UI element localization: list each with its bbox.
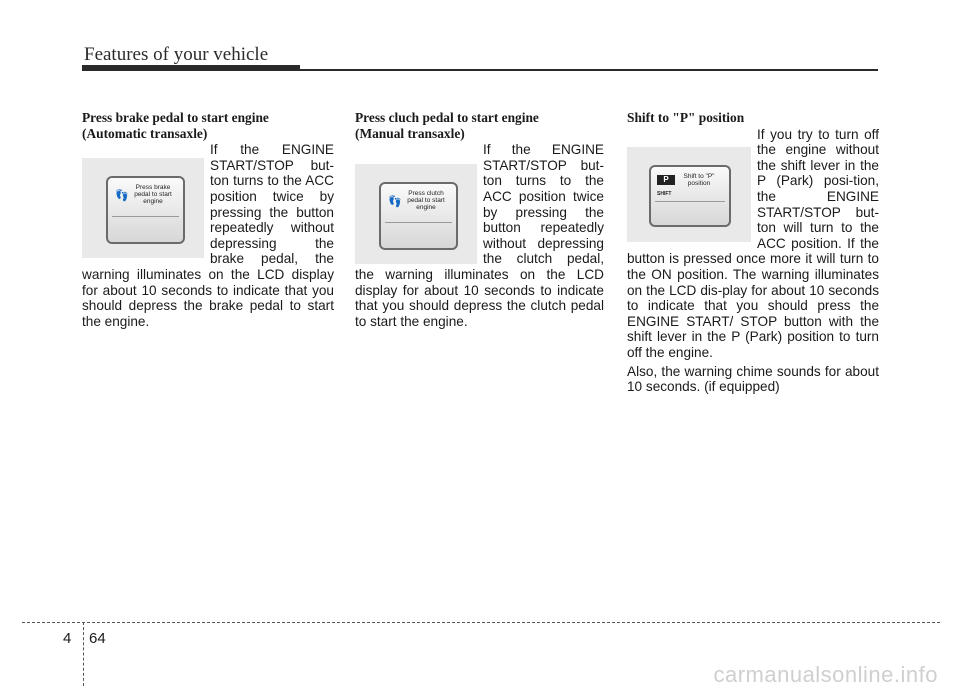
lcd-divider — [655, 201, 725, 202]
footer-divider — [83, 622, 84, 686]
lcd-message: Shift to "P" position — [683, 172, 715, 187]
section-body: If the ENGINE START/STOP but-ton turns to the ACC position twice by pressing the button repeatedly without depressing the brake pedal, the warning illuminates on the LCD display for about 10 seconds to indicate that you should depress the brake pedal to start the engine. — [82, 142, 334, 329]
section-clutch-pedal — [355, 110, 604, 329]
section-title: Press cluch pedal to start engine (Manual transaxle) — [355, 110, 539, 141]
lcd-display — [379, 182, 458, 250]
footer-rule — [22, 622, 940, 623]
section-brake-pedal — [82, 110, 334, 329]
section-title: Shift to "P" position — [627, 110, 745, 125]
page-number: 64 — [89, 630, 106, 647]
watermark: carmanualsonline.info — [713, 662, 938, 687]
foot-pedal-icon: 👣 — [115, 190, 129, 203]
lcd-display — [649, 165, 731, 227]
lcd-display — [106, 176, 185, 244]
section-body: If you try to turn off the engine without the shift lever in the P (Park) posi-tion, the ENGINE START/STOP but-ton will turn to the ACC position. If the button is pressed once more it will turn to the ON position. The warning illuminates on the LCD dis-play for about 10 seconds to indicate that you should press the ENGINE START/ STOP button with the shift lever in the P (Park) position to turn off the engine. — [627, 126, 879, 360]
section-title: Press brake pedal to start engine (Automatic transaxle) — [82, 110, 269, 141]
shift-label: SHIFT — [657, 190, 672, 197]
lcd-warning-illustration — [627, 147, 751, 242]
lcd-message: Press clutch pedal to start engine — [407, 190, 445, 212]
section-note: Also, the warning chime sounds for about 10 seconds. (if equipped) — [627, 363, 879, 395]
lcd-divider — [385, 222, 452, 223]
header-rule-thin — [300, 69, 878, 71]
park-badge-icon: P — [657, 175, 675, 185]
chapter-number: 4 — [63, 630, 72, 647]
lcd-warning-illustration — [82, 158, 204, 258]
lcd-message: Press brake pedal to start engine — [134, 184, 172, 206]
lcd-warning-illustration — [355, 164, 477, 264]
page-header-title: Features of your vehicle — [84, 44, 269, 65]
header-rule-thick — [82, 65, 300, 71]
section-shift-to-p — [627, 110, 879, 395]
section-body: If the ENGINE START/STOP but-ton turns to the ACC position twice by pressing the button repeatedly without depressing the clutch pedal, the warning illuminates on the LCD display for about 10 seconds to indicate that you should depress the clutch pedal to start the engine. — [355, 142, 604, 329]
foot-pedal-icon: 👣 — [388, 196, 402, 209]
lcd-divider — [112, 216, 179, 217]
